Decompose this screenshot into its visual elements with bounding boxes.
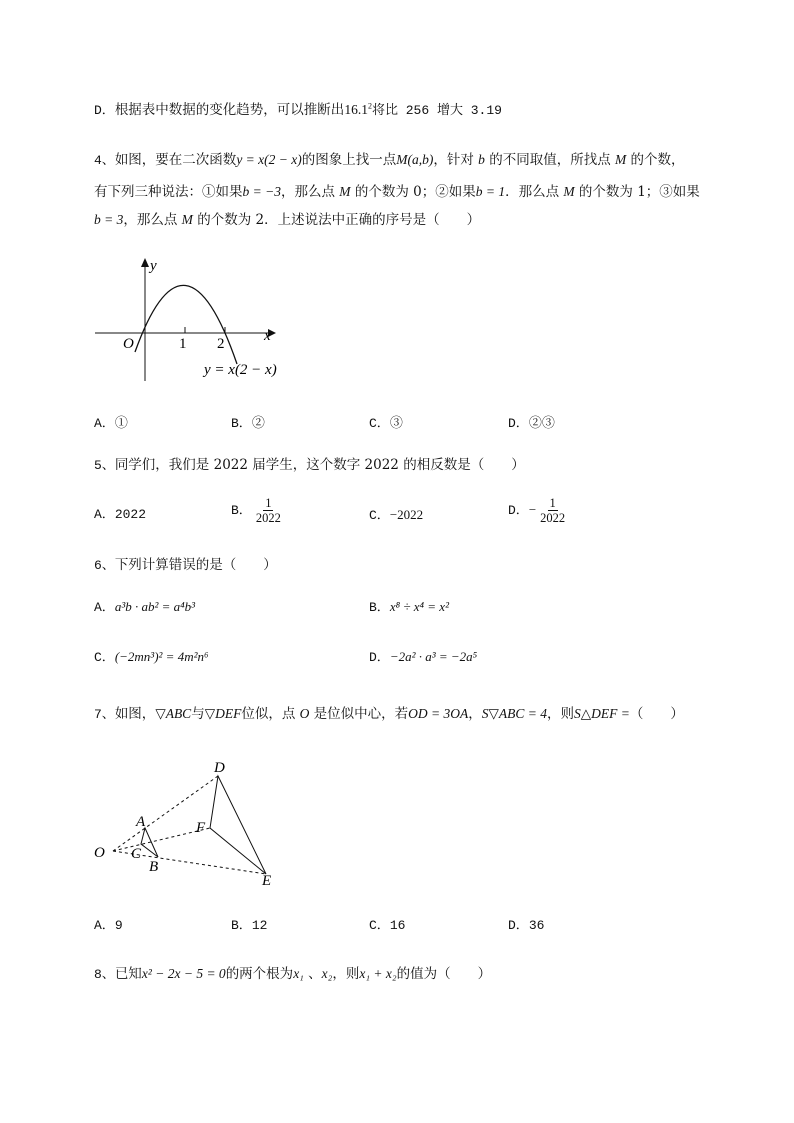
option-text: 9 — [114, 918, 123, 933]
option-expression: −2a² · a³ = −2a⁵ — [389, 649, 478, 664]
q7-text: 与 — [191, 706, 205, 722]
option-label: D． — [369, 650, 390, 665]
q5-option-c[interactable] — [369, 505, 423, 526]
label-c: C — [131, 846, 142, 862]
q5-stem — [94, 455, 525, 476]
tick-1-label: 1 — [179, 336, 187, 352]
q7-option-b[interactable] — [231, 916, 267, 936]
q4-option-b[interactable] — [231, 414, 265, 434]
q3-option-d-text-b: 将比 256 增大 3.19 — [371, 103, 502, 118]
q4-text: ，那么点 — [123, 212, 182, 228]
option-label: A． — [94, 600, 115, 615]
q8-number: 8、 — [94, 967, 115, 982]
q4-text: ．那么点 — [505, 184, 564, 200]
option-text: ②③ — [528, 416, 555, 431]
label-f: F — [196, 820, 206, 836]
q6-number: 6、 — [94, 558, 115, 573]
q4-point: M(a,b) — [396, 152, 434, 167]
tick-2-label: 2 — [217, 336, 225, 352]
origin-label: O — [123, 336, 134, 352]
q4-text: ，那么点 — [280, 184, 340, 200]
fraction-numerator: 1 — [265, 496, 272, 510]
q3-option-d-text-a: 根据表中数据的变化趋势，可以推断出 — [114, 102, 345, 118]
q7-stem — [94, 704, 684, 725]
q7-option-a[interactable] — [94, 916, 123, 936]
option-label: D． — [508, 503, 529, 518]
q8-text: 的两个根为 — [225, 966, 294, 982]
q7-area-def: S△DEF = — [574, 706, 630, 721]
q8-root-2: x₂ — [321, 966, 333, 981]
option-text: −2022 — [389, 507, 424, 522]
q8-text: ，则 — [332, 966, 360, 982]
q4-condition-1: b = −3 — [242, 184, 281, 199]
option-label: C． — [369, 508, 390, 523]
q4-condition-3: b = 3 — [94, 212, 124, 227]
q7-text: ， — [468, 706, 482, 722]
q7-text: （ ） — [629, 706, 684, 722]
option-label: C． — [94, 650, 115, 665]
q7-triangle-abc: ▽ABC — [155, 706, 192, 721]
q6-option-c[interactable] — [94, 647, 209, 668]
label-b: B — [149, 859, 159, 875]
q4-function: y = x(2 − x) — [236, 152, 302, 167]
q7-number: 7、 — [94, 707, 115, 722]
y-axis-label: y — [150, 258, 157, 274]
option-text: ③ — [389, 416, 403, 431]
q4-text: 的图象上找一点 — [301, 152, 397, 168]
q7-option-c[interactable] — [369, 916, 405, 936]
option-sign: − — [528, 502, 537, 517]
q7-text: 是位似中心，若 — [309, 706, 409, 722]
fraction-denominator: 2022 — [540, 511, 566, 525]
q7-triangle-def: ▽DEF — [204, 706, 242, 721]
q5-number: 5、 — [94, 458, 115, 473]
q8-equation: x² − 2x − 5 = 0 — [141, 966, 226, 981]
q5-option-d[interactable] — [508, 496, 569, 525]
option-label: B． — [231, 416, 252, 431]
option-expression: a³b · ab² = a⁴b³ — [114, 599, 196, 614]
option-label: A． — [94, 416, 115, 431]
option-label: B． — [231, 918, 252, 933]
option-label: A． — [94, 918, 115, 933]
q8-separator: 、 — [303, 966, 322, 982]
q6-option-b[interactable] — [369, 597, 449, 618]
q6-option-a[interactable] — [94, 597, 195, 618]
q4-text: 的个数， — [626, 152, 685, 168]
q4-var-m: M — [563, 184, 575, 199]
q8-sum: x₁ + x₂ — [359, 966, 397, 981]
q4-number: 4、 — [94, 153, 115, 168]
label-a: A — [136, 814, 146, 830]
q5-text: 同学们，我们是 2022 届学生，这个数字 2022 的相反数是（ ） — [114, 457, 525, 473]
option-label: D． — [508, 918, 529, 933]
option-label: C． — [369, 416, 390, 431]
q5-option-b[interactable] — [231, 496, 285, 525]
option-text: 36 — [528, 918, 545, 933]
q3-option-d-value: 16.1 — [344, 102, 368, 117]
q4-graph — [90, 250, 290, 390]
option-label: B． — [231, 503, 252, 518]
q4-text: 的个数为 2．上述说法中正确的序号是（ ） — [192, 212, 481, 228]
q8-root-1: x₁ — [293, 966, 304, 981]
q7-option-d[interactable] — [508, 916, 544, 936]
q4-line-1 — [94, 150, 685, 171]
fraction-denominator: 2022 — [255, 511, 281, 525]
q7-text: 位似，点 — [241, 706, 300, 722]
q4-var-m: M — [181, 212, 193, 227]
q6-stem — [94, 555, 277, 576]
q7-text: ，则 — [547, 706, 575, 722]
q7-condition: OD = 3OA — [408, 706, 469, 721]
option-text: ① — [114, 416, 128, 431]
option-text: 16 — [389, 918, 406, 933]
q4-var-b: b — [478, 152, 485, 167]
option-label: B． — [369, 600, 390, 615]
q4-text: 的不同取值，所找点 — [484, 152, 616, 168]
option-expression: x⁸ ÷ x⁴ = x² — [389, 599, 449, 614]
x-axis-label: x — [264, 328, 271, 344]
q8-text: 已知 — [114, 966, 142, 982]
q7-text: 如图， — [114, 706, 156, 722]
label-d: D — [214, 760, 225, 776]
q4-line-2 — [94, 182, 700, 202]
q8-stem — [94, 964, 491, 985]
option-label: A． — [94, 507, 115, 522]
q4-text: 的个数为 1；③如果 — [574, 184, 700, 200]
ray-od — [113, 776, 218, 851]
q4-line-3 — [94, 210, 480, 230]
q3-option-d-label: D． — [94, 103, 115, 118]
option-label: C． — [369, 918, 390, 933]
curve-label: y = x(2 − x) — [204, 362, 277, 378]
q4-option-c[interactable] — [369, 414, 403, 434]
option-text: 2022 — [114, 507, 147, 522]
triangle-def — [210, 776, 266, 874]
q5-option-a[interactable] — [94, 505, 146, 525]
label-e: E — [262, 873, 272, 889]
option-text: ② — [251, 416, 265, 431]
option-text: 12 — [251, 918, 268, 933]
q4-option-d[interactable] — [508, 414, 555, 434]
q3-option-d-exp: 2 — [367, 101, 372, 111]
q6-option-d[interactable] — [369, 647, 477, 668]
fraction — [254, 496, 283, 525]
q4-var-m: M — [339, 184, 351, 199]
q7-figure — [90, 752, 290, 892]
q4-var-m: M — [615, 152, 627, 167]
q7-var-o: O — [299, 706, 310, 721]
q8-text: 的值为（ ） — [396, 966, 492, 982]
option-expression: (−2mn³)² = 4m²n⁶ — [114, 649, 209, 664]
fraction-numerator: 1 — [549, 496, 556, 510]
q7-area-abc: S▽ABC = 4 — [481, 706, 548, 721]
q6-text: 下列计算错误的是（ ） — [114, 557, 277, 573]
q4-condition-2: b = 1 — [475, 184, 506, 199]
label-o: O — [94, 845, 105, 861]
q4-text: ，针对 — [433, 152, 479, 168]
y-axis-arrow — [141, 258, 149, 267]
q3-option-d — [94, 100, 502, 121]
fraction — [538, 496, 567, 525]
option-label: D． — [508, 416, 529, 431]
q4-option-a[interactable] — [94, 414, 128, 434]
parabola — [135, 285, 237, 364]
q4-text: 的个数为 0；②如果 — [350, 184, 476, 200]
q4-text: 如图，要在二次函数 — [114, 152, 237, 168]
q4-text: 有下列三种说法：①如果 — [94, 184, 243, 200]
